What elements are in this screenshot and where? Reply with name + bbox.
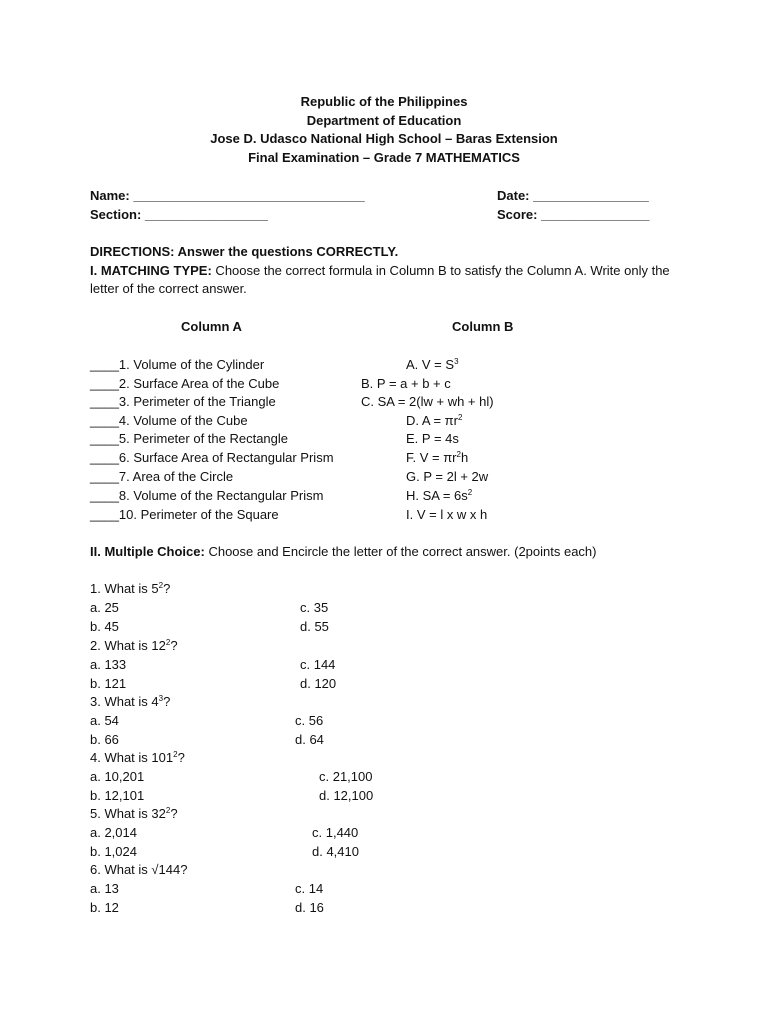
text: ? (163, 581, 171, 596)
question-text (90, 806, 178, 822)
choice-option: b. 66 (90, 732, 119, 747)
text: 2. What is 12 (90, 638, 166, 653)
column-b-item (406, 431, 459, 447)
column-b-item (406, 357, 459, 373)
choice-option: a. 54 (90, 713, 119, 728)
choice-option: a. 13 (90, 881, 119, 896)
multiple-choice-instruction-text: Choose and Encircle the letter of the correct answer. (2points each) (204, 544, 597, 559)
column-b-item (361, 376, 451, 392)
column-b-item (406, 469, 488, 485)
question-text (90, 638, 178, 654)
score-field: Score: _______________ (497, 207, 650, 222)
superscript: 2 (165, 806, 171, 815)
choice-option: c. 35 (300, 600, 329, 615)
choice-option: a. 2,014 (90, 825, 137, 840)
superscript: 2 (467, 488, 473, 497)
choice-option: b. 45 (90, 619, 119, 634)
column-a-header: Column A (181, 319, 242, 334)
choice-option: b. 1,024 (90, 844, 137, 859)
choice-option: d. 64 (295, 732, 324, 747)
column-a-item: ____1. Volume of the Cylinder (90, 357, 265, 372)
question-text (90, 694, 170, 710)
column-a-item: ____10. Perimeter of the Square (90, 507, 279, 522)
multiple-choice-instruction (90, 544, 597, 560)
section-field: Section: _________________ (90, 207, 268, 222)
text: D. A = πr (406, 413, 458, 428)
choice-option: c. 14 (295, 881, 324, 896)
text: 3. What is 4 (90, 694, 159, 709)
text: I. V = l x w x h (406, 507, 488, 522)
directions: DIRECTIONS: Answer the questions CORRECTLY. (90, 244, 399, 259)
text: ? (170, 806, 178, 821)
header-school: Jose D. Udasco National High School – Baras Extension (210, 131, 558, 146)
text: ? (177, 750, 185, 765)
text: F. V = πr (406, 450, 457, 465)
text: G. P = 2l + 2w (406, 469, 489, 484)
column-a-item: ____3. Perimeter of the Triangle (90, 394, 276, 409)
superscript: 2 (158, 581, 164, 590)
text: B. P = a + b + c (361, 376, 451, 391)
column-a-item: ____2. Surface Area of the Cube (90, 376, 280, 391)
matching-instruction-line2: letter of the correct answer. (90, 281, 247, 296)
choice-option: c. 1,440 (312, 825, 359, 840)
choice-option: d. 120 (300, 676, 337, 691)
text: A. V = S (406, 357, 455, 372)
header-exam-title: Final Examination – Grade 7 MATHEMATICS (248, 150, 520, 165)
choice-option: a. 25 (90, 600, 119, 615)
superscript: 3 (158, 694, 164, 703)
text: ? (163, 694, 171, 709)
question-text (90, 862, 187, 878)
superscript: 2 (165, 638, 171, 647)
choice-option: c. 56 (295, 713, 324, 728)
header-republic: Republic of the Philippines (300, 94, 468, 109)
matching-instruction (90, 263, 670, 279)
choice-option: d. 16 (295, 900, 324, 915)
column-b-item (406, 488, 472, 504)
superscript: 3 (454, 357, 459, 366)
text: ? (170, 638, 178, 653)
question-text (90, 750, 185, 766)
choice-option: b. 12,101 (90, 788, 145, 803)
text: h (460, 450, 469, 465)
choice-option: d. 12,100 (319, 788, 374, 803)
column-a-item: ____7. Area of the Circle (90, 469, 234, 484)
header-department: Department of Education (306, 113, 462, 128)
multiple-choice-title: II. Multiple Choice: (90, 544, 205, 559)
column-b-header: Column B (452, 319, 514, 334)
matching-title: I. MATCHING TYPE: (90, 263, 212, 278)
question-text (90, 581, 170, 597)
column-a-item: ____5. Perimeter of the Rectangle (90, 431, 289, 446)
text: 5. What is 32 (90, 806, 166, 821)
text: 6. What is √144? (90, 862, 188, 877)
superscript: 2 (456, 450, 461, 459)
column-b-item (406, 450, 468, 466)
text: 4. What is 101 (90, 750, 174, 765)
column-a-item: ____8. Volume of the Rectangular Prism (90, 488, 324, 503)
matching-instruction-text: Choose the correct formula in Column B to satisfy the Column A. Write only the (211, 263, 670, 278)
choice-option: b. 121 (90, 676, 127, 691)
superscript: 2 (173, 750, 178, 759)
choice-option: d. 4,410 (312, 844, 359, 859)
date-field: Date: ________________ (497, 188, 649, 203)
text: H. SA = 6s (406, 488, 468, 503)
text: E. P = 4s (406, 431, 459, 446)
superscript: 2 (457, 413, 463, 422)
column-b-item (406, 507, 487, 523)
choice-option: b. 12 (90, 900, 119, 915)
column-a-item: ____4. Volume of the Cube (90, 413, 248, 428)
column-b-item (361, 394, 494, 410)
name-field: Name: ________________________________ (90, 188, 365, 203)
text: 1. What is 5 (90, 581, 159, 596)
choice-option: a. 10,201 (90, 769, 145, 784)
choice-option: c. 144 (300, 657, 336, 672)
choice-option: c. 21,100 (319, 769, 373, 784)
column-b-item (406, 413, 462, 429)
text: C. SA = 2(lw + wh + hl) (361, 394, 494, 409)
choice-option: d. 55 (300, 619, 329, 634)
choice-option: a. 133 (90, 657, 127, 672)
column-a-item: ____6. Surface Area of Rectangular Prism (90, 450, 334, 465)
